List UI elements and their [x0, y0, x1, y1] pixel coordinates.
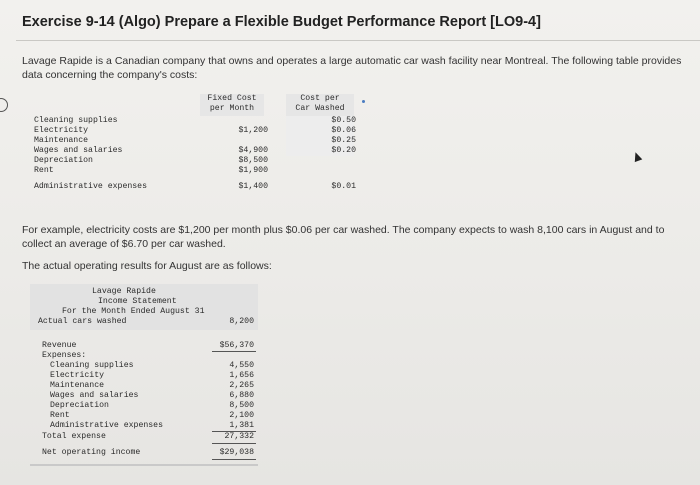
net-income-label: Net operating income	[42, 448, 141, 457]
cost-row-variable: $0.25	[331, 136, 356, 145]
expenses-label: Expenses:	[42, 351, 87, 360]
statement-bottom-border	[30, 464, 258, 466]
income-statement	[30, 284, 260, 474]
revenue-value: $56,370	[219, 341, 254, 350]
cost-row	[34, 126, 364, 136]
variable-cost-header-line-2: Car Washed	[295, 104, 345, 113]
statement-period: For the Month Ended August 31	[62, 307, 205, 316]
variable-cost-header-line-1: Cost per	[300, 94, 340, 103]
cars-washed-value: 8,200	[229, 317, 254, 326]
expense-value: 4,550	[229, 361, 254, 370]
cost-row-label: Electricity	[34, 126, 89, 135]
expense-value: 2,100	[229, 411, 254, 420]
cost-row-fixed: $8,500	[238, 156, 268, 165]
cost-row	[34, 116, 364, 126]
expense-value: 2,265	[229, 381, 254, 390]
marker-dot	[362, 100, 365, 103]
exercise-title: Exercise 9-14 (Algo) Prepare a Flexible Budget Performance Report [LO9-4]	[22, 14, 541, 30]
cost-row	[34, 156, 364, 166]
expense-label: Administrative expenses	[50, 421, 164, 430]
variable-cost-header	[286, 94, 354, 116]
revenue-label: Revenue	[42, 341, 77, 350]
mouse-cursor-icon	[632, 151, 643, 162]
total-underline	[212, 443, 256, 444]
expense-value: 1,656	[229, 371, 254, 380]
cost-row-fixed: $1,200	[238, 126, 268, 135]
net-income-double-underline	[212, 459, 256, 460]
fixed-cost-header	[200, 94, 264, 116]
fixed-cost-header-line-2: per Month	[209, 104, 255, 113]
cost-row	[34, 182, 364, 192]
example-paragraph: For example, electricity costs are $1,200 per month plus $0.06 per car washed. The company expects to wash 8,100 cars in August and to collect an average of $6.70 per car washed.	[22, 224, 665, 250]
cost-row-variable: $0.50	[331, 116, 356, 125]
cost-row-label: Maintenance	[34, 136, 89, 145]
net-income-value: $29,038	[219, 448, 254, 457]
cost-table	[14, 94, 362, 206]
expense-label: Cleaning supplies	[50, 361, 134, 370]
cost-row-label: Depreciation	[34, 156, 93, 165]
title-divider	[16, 40, 700, 41]
revenue-underline	[212, 351, 256, 352]
cars-washed-label: Actual cars washed	[38, 317, 127, 326]
cost-row	[34, 146, 364, 156]
expense-label: Depreciation	[50, 401, 109, 410]
expense-value: 1,381	[229, 421, 254, 430]
expense-value: 8,500	[229, 401, 254, 410]
cost-row-label: Administrative expenses	[34, 182, 148, 191]
cost-row-variable: $0.06	[331, 126, 356, 135]
statement-company: Lavage Rapide	[92, 287, 156, 296]
expense-label: Electricity	[50, 371, 105, 380]
statement-name: Income Statement	[98, 297, 177, 306]
cost-row	[34, 136, 364, 146]
cost-row	[34, 166, 364, 176]
expense-label: Rent	[50, 411, 70, 420]
cost-row-label: Rent	[34, 166, 54, 175]
cost-row-fixed: $1,400	[238, 182, 268, 191]
intro-paragraph: Lavage Rapide is a Canadian company that owns and operates a large automatic car wash facility near Montreal. The following table provides data concerning the company's costs:	[22, 55, 682, 81]
total-expense-label: Total expense	[42, 432, 106, 441]
expense-value: 6,880	[229, 391, 254, 400]
actual-results-intro: The actual operating results for August are as follows:	[22, 260, 272, 272]
expense-label: Wages and salaries	[50, 391, 139, 400]
fixed-cost-header-line-1: Fixed Cost	[207, 94, 257, 103]
total-expense-value: 27,332	[224, 432, 254, 441]
cost-row-fixed: $4,900	[238, 146, 268, 155]
cost-row-fixed: $1,900	[238, 166, 268, 175]
cost-row-label: Wages and salaries	[34, 146, 123, 155]
cost-row-variable: $0.01	[331, 182, 356, 191]
cost-row-label: Cleaning supplies	[34, 116, 118, 125]
scroll-handle[interactable]	[0, 98, 8, 112]
expense-label: Maintenance	[50, 381, 105, 390]
cost-row-variable: $0.20	[331, 146, 356, 155]
